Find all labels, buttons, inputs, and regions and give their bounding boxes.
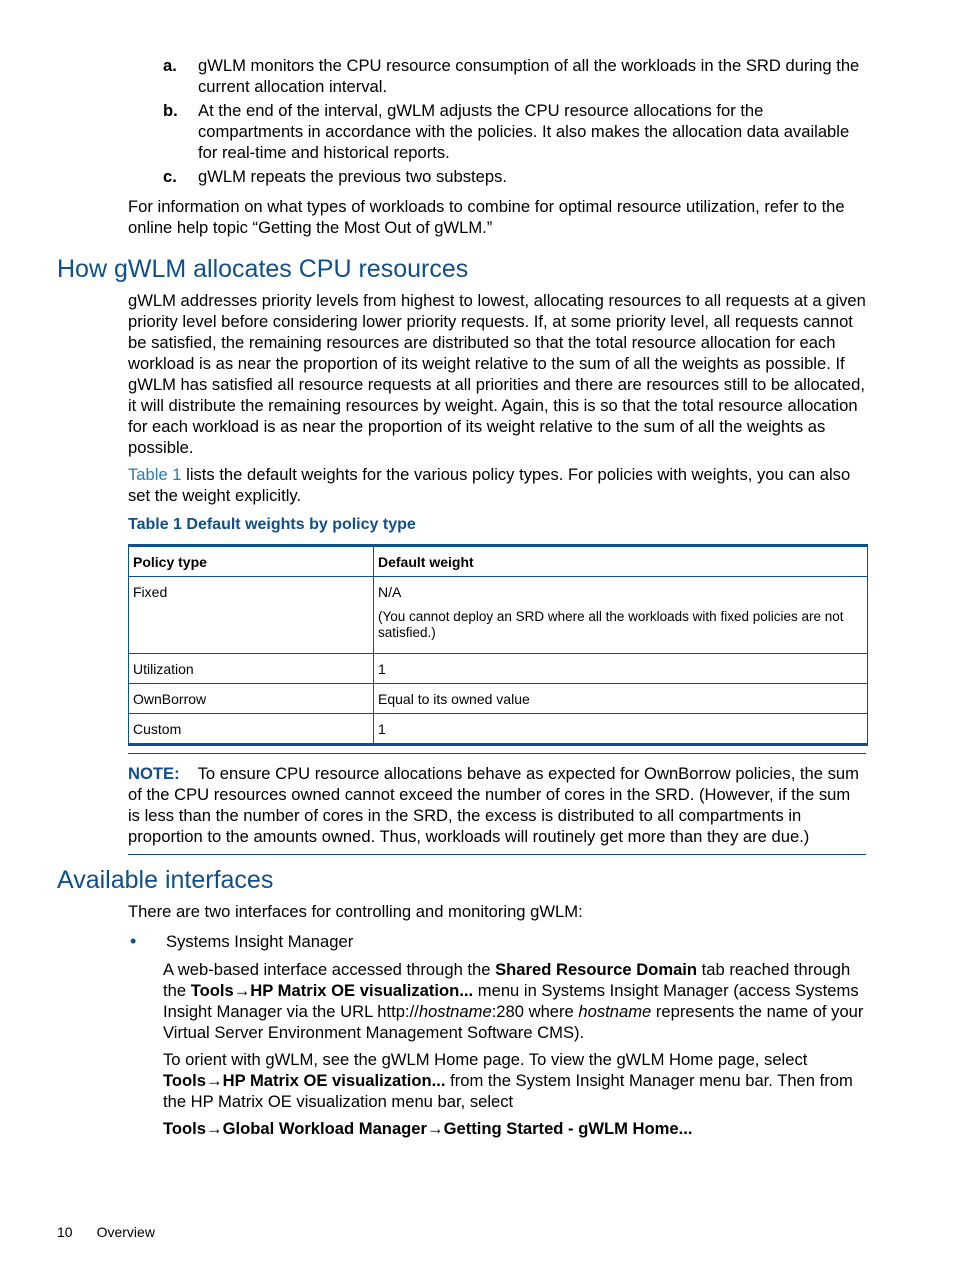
- body-paragraph: gWLM addresses priority levels from highest to lowest, allocating resources to all requests at a given priority level before considering lower priority requests. If, at some priority level, all requests cannot be satisfied, the remaining resources are distributed so that the total resource allocation for each workload is as near the proportion of its weight relative to the sum of all the weights as possible. If gWLM has satisfied all resource requests at all priorities and there are resources still to be allocated, it will distribute the remaining resources by weight. Again, this is so that the total resource allocation for each workload is as near the proportion of its weight relative to the sum of all the weights as possible.: [128, 291, 866, 457]
- placeholder-term: hostname: [418, 1002, 492, 1021]
- ui-term: Getting Started - gWLM Home...: [443, 1119, 693, 1138]
- menu-path: [163, 1118, 868, 1139]
- table-header-row: [129, 546, 868, 577]
- note-label: NOTE:: [128, 764, 180, 783]
- list-item: [163, 100, 873, 163]
- list-item: [163, 55, 873, 97]
- step-text: gWLM monitors the CPU resource consumption of all the workloads in the SRD during the current allocation interval.: [198, 56, 860, 96]
- arrow-icon: →: [206, 1119, 223, 1138]
- table-row: [129, 684, 868, 714]
- footer-section: Overview: [96, 1224, 155, 1240]
- placeholder-term: hostname: [578, 1002, 652, 1021]
- ui-term: Tools: [163, 1119, 207, 1138]
- default-weights-table: [128, 544, 868, 746]
- column-header-default-weight: Default weight: [374, 546, 868, 577]
- substeps-list: [163, 55, 873, 190]
- bullet-item: [128, 931, 868, 952]
- orient-paragraph: To orient with gWLM, see the gWLM Home page. To view the gWLM Home page, select Tools→HP Matrix OE visualization... from the System Insight Manager menu bar. Then from the HP Matrix OE visualization menu bar, select: [163, 1050, 853, 1111]
- sim-description: A web-based interface accessed through the Shared Resource Domain tab reached through the Tools→HP Matrix OE visualization... menu in Systems Insight Manager (access Systems Insight Manager via the URL http://hostname:280 where hostname represents the name of your Virtual Server Environment Management Software CMS).: [163, 960, 864, 1042]
- bullet-icon: •: [130, 931, 137, 951]
- note-text: To ensure CPU resource allocations behave as expected for OwnBorrow policies, the sum of the CPU resources owned cannot exceed the number of cores in the SRD. (However, if the sum is less than the number of cores in the SRD, the excess is distributed to all compartments in proportion to the amounts owned. Thus, workloads will routinely get more than they are due.): [128, 764, 859, 846]
- step-label: c.: [163, 167, 177, 186]
- ui-term: HP Matrix OE visualization...: [250, 981, 474, 1000]
- weight-value: N/A: [378, 584, 402, 600]
- cell-policy-type: Fixed: [129, 577, 374, 654]
- intro-paragraph: For information on what types of workloads to combine for optimal resource utilization, refer to the online help topic “Getting the Most Out of gWLM.”: [128, 197, 845, 237]
- step-label: b.: [163, 101, 178, 120]
- cell-default-weight: [374, 577, 868, 654]
- ui-term: Tools: [190, 981, 234, 1000]
- body-paragraph-table-ref: [128, 464, 868, 506]
- table-1-link[interactable]: Table 1: [128, 465, 182, 484]
- interfaces-intro: There are two interfaces for controlling and monitoring gWLM:: [128, 902, 583, 921]
- ui-term: Tools: [163, 1071, 207, 1090]
- step-label: a.: [163, 56, 177, 75]
- note-box: [128, 753, 866, 855]
- bullet-text: Systems Insight Manager: [166, 932, 354, 951]
- arrow-icon: →: [427, 1119, 444, 1138]
- step-text: gWLM repeats the previous two substeps.: [198, 167, 507, 186]
- weight-note: (You cannot deploy an SRD where all the workloads with fixed policies are not satisfied.): [378, 609, 844, 640]
- cell-policy-type: Utilization: [129, 654, 374, 684]
- page-footer: [57, 1222, 179, 1243]
- arrow-icon: →: [206, 1071, 223, 1090]
- body-text: lists the default weights for the various policy types. For policies with weights, you can also set the weight explicitly.: [128, 465, 851, 505]
- ui-term: HP Matrix OE visualization...: [222, 1071, 446, 1090]
- column-header-policy-type: Policy type: [129, 546, 374, 577]
- cell-default-weight: 1: [374, 714, 868, 745]
- step-text: At the end of the interval, gWLM adjusts the CPU resource allocations for the compartments in accordance with the policies. It also makes the allocation data available for real-time and historical reports.: [198, 101, 850, 162]
- list-item: [163, 166, 873, 187]
- cell-default-weight: 1: [374, 654, 868, 684]
- table-row: [129, 654, 868, 684]
- table-caption: Table 1 Default weights by policy type: [128, 516, 416, 533]
- cell-policy-type: Custom: [129, 714, 374, 745]
- table-row: [129, 577, 868, 654]
- section-heading-cpu: How gWLM allocates CPU resources: [57, 255, 469, 283]
- arrow-icon: →: [233, 981, 251, 1000]
- cell-policy-type: OwnBorrow: [129, 684, 374, 714]
- table-row: [129, 714, 868, 745]
- cell-default-weight: Equal to its owned value: [374, 684, 868, 714]
- page-number: 10: [57, 1224, 73, 1240]
- section-heading-interfaces: Available interfaces: [57, 866, 274, 894]
- ui-term: Global Workload Manager: [222, 1119, 427, 1138]
- ui-term: Shared Resource Domain: [495, 960, 698, 979]
